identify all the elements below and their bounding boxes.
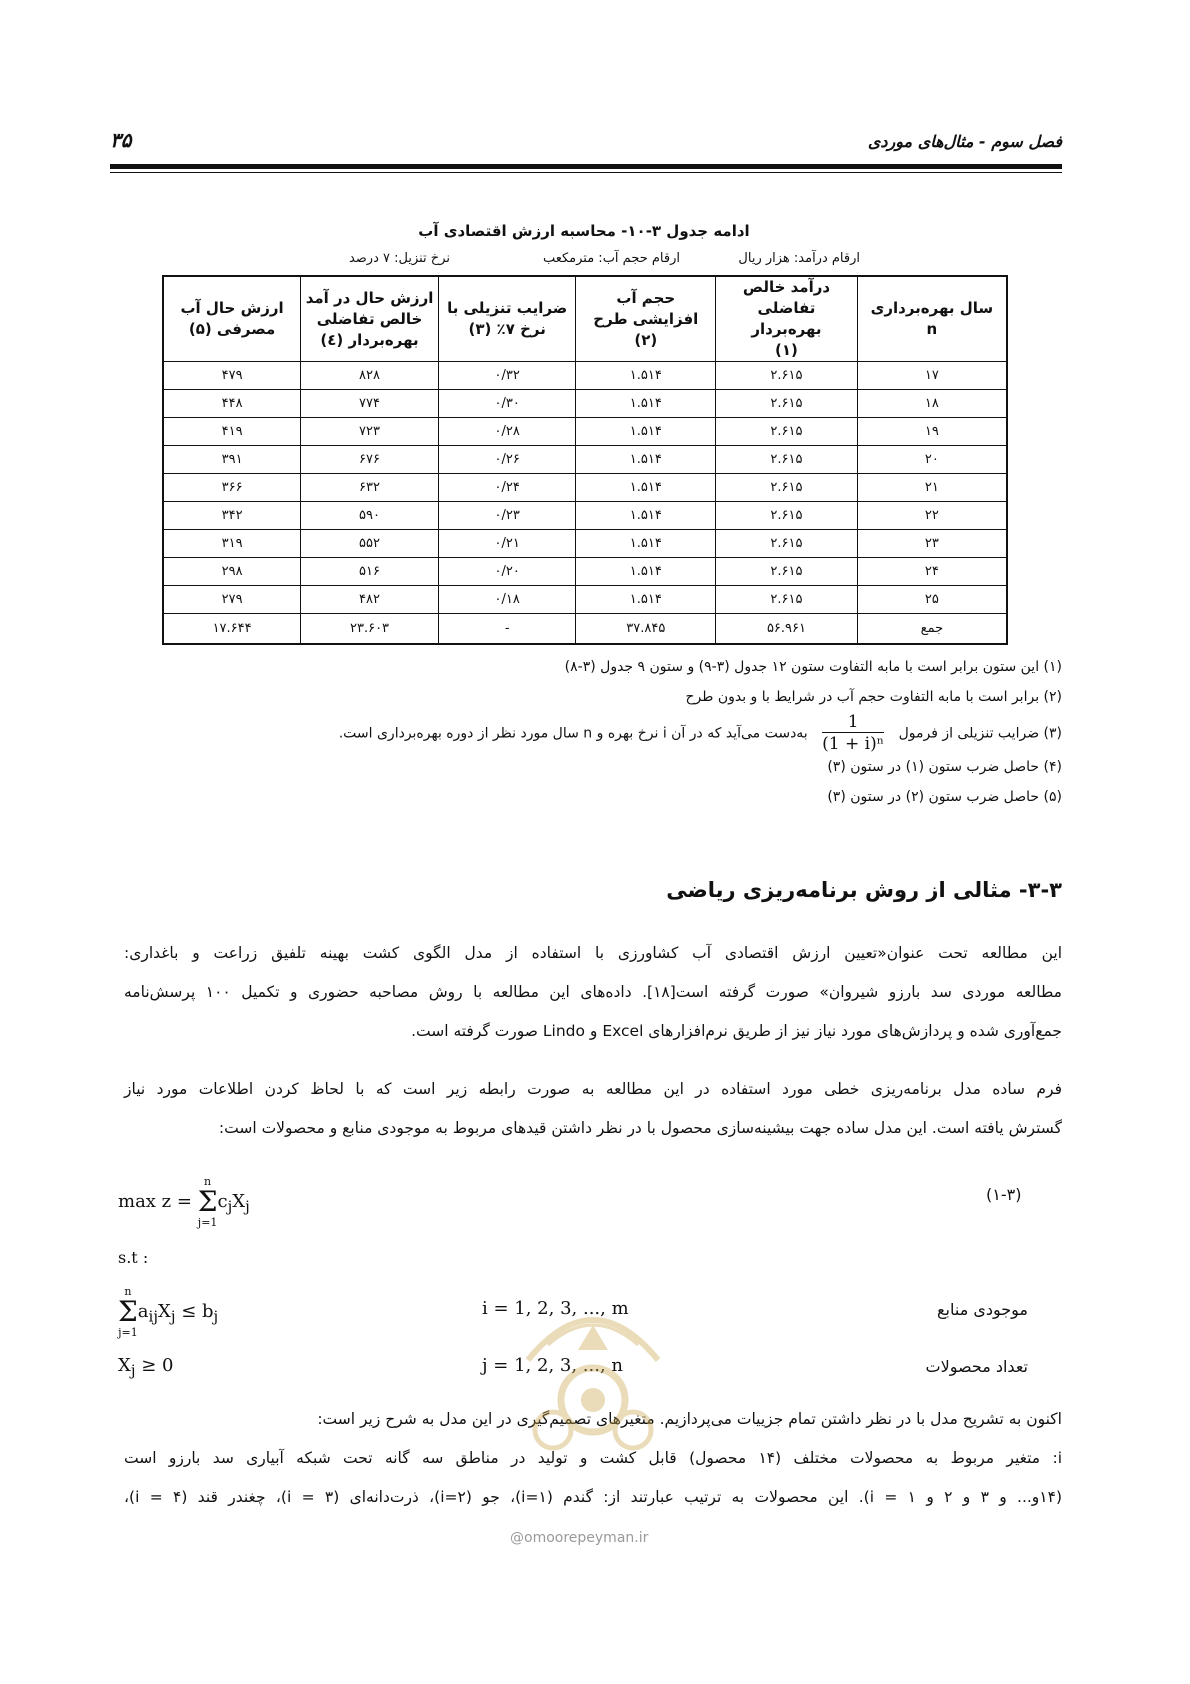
watermark-url: @omoorepeyman.ir [510,1530,649,1546]
cell-present-income: ۷۷۴ [301,390,439,418]
summation-symbol: n Σ j=1 [197,1175,218,1229]
formula-denominator: (1 + i)ⁿ [822,734,885,754]
header-present-water-value: ارزش حال آب مصرفی (۵) [163,276,301,362]
table-row [163,390,1007,418]
table-row [163,418,1007,446]
cell-total-net-income: ۵۶.۹۶۱ [716,614,858,645]
cell-water-volume: ۱.۵۱۴ [576,558,716,586]
cell-water-volume: ۱.۵۱۴ [576,502,716,530]
cell-net-income: ۲.۶۱۵ [716,446,858,474]
cell-water-volume: ۱.۵۱۴ [576,418,716,446]
objective-function: max z = n Σ j=1 $c_jX_j$ [118,1175,250,1229]
cell-year: ۲۱ [857,474,1007,502]
header-discount-factor: ضرایب تنزیلی با نرخ ۷٪ (۳) [438,276,576,362]
paragraph-line: فرم ساده مدل برنامه‌ریزی خطی مورد استفاده در این مطالعه به صورت رابطه زیر است که با لحاظ کردن اطلاعات مورد نیاز [124,1080,1062,1098]
cell-total-label: جمع [857,614,1007,645]
paragraph-line: (۱۴و... و ۳ و ۲ و ۱ = i). این محصولات به ترتیب عبارتند از: گندم (۱=i)، جو (۲=i)، ذرت‌دانه‌ای (۳ = i)، چغندر قند (۴ = i)، [124,1488,1063,1506]
cell-present-income: ۸۲۸ [301,362,439,390]
cell-present-water-value: ۳۱۹ [163,530,301,558]
cell-discount-factor: ۰/۲۳ [438,502,576,530]
cell-total-present-water-value: ۱۷.۶۴۴ [163,614,301,645]
cell-water-volume: ۱.۵۱۴ [576,474,716,502]
cell-total-water-volume: ۳۷.۸۴۵ [576,614,716,645]
cell-net-income: ۲.۶۱۵ [716,390,858,418]
note-2: (۲) برابر است با مابه التفاوت حجم آب در شرایط با و بدون طرح [685,689,1062,705]
note-4: (۴) حاصل ضرب ستون (۱) در ستون (۳) [827,759,1062,775]
cell-discount-factor: ۰/۱۸ [438,586,576,614]
cell-present-income: ۵۹۰ [301,502,439,530]
table-total-row [163,614,1007,645]
summation-symbol: n Σ j=1 [118,1285,138,1339]
cell-year: ۲۵ [857,586,1007,614]
table-row [163,446,1007,474]
header-year: سال بهره‌برداری n [857,276,1007,362]
table-row [163,362,1007,390]
nonnegativity-constraint: $X_j \ge 0$ [118,1355,174,1380]
cell-total-present-income: ۲۳.۶۰۳ [301,614,439,645]
watermark-logo [508,1290,678,1470]
paragraph-line: گسترش یافته است. این مدل ساده جهت بیشینه‌سازی محصول با در نظر داشتن قیدهای مربوط به موجودی منابع و محصولات است: [218,1119,1062,1137]
paragraph-model-intro [124,1070,1062,1148]
units-discount-rate: نرخ تنزیل: ۷ درصد [348,251,450,266]
note-3 [122,712,1062,752]
table-row [163,502,1007,530]
units-volume: ارقام حجم آب: مترمکعب [542,251,680,266]
cell-net-income: ۲.۶۱۵ [716,362,858,390]
cell-present-income: ۴۸۲ [301,586,439,614]
cell-water-volume: ۱.۵۱۴ [576,390,716,418]
cell-present-water-value: ۴۷۹ [163,362,301,390]
table-caption: ادامه جدول ۳-۱۰- محاسبه ارزش اقتصادی آب [418,222,750,240]
cell-net-income: ۲.۶۱۵ [716,418,858,446]
table-row [163,530,1007,558]
paragraph-line: اکنون به تشریح مدل با در نظر داشتن تمام جزییات می‌پردازیم. متغیرهای تصمیم‌گیری در این مدل به شرح زیر است: [317,1410,1062,1428]
header-net-income: درآمد خالص تفاضلی بهره‌بردار (۱) [716,276,858,362]
paragraph-line: i: متغیر مربوط به محصولات مختلف (۱۴ محصول) قابل کشت و تولید در مناطق سه گانه تحت شبکه آبیاری سد بارزو است [124,1449,1062,1467]
cell-year: ۲۳ [857,530,1007,558]
cell-discount-factor: ۰/۳۰ [438,390,576,418]
section-heading: ۳-۳- مثالی از روش برنامه‌ریزی ریاضی [666,878,1062,902]
resource-constraint-index: i = 1, 2, 3, ..., m [482,1298,629,1319]
cell-year: ۱۸ [857,390,1007,418]
cell-water-volume: ۱.۵۱۴ [576,586,716,614]
nonnegativity-index: j = 1, 2, 3, ..., n [482,1355,623,1376]
header-water-volume: حجم آب افزایشی طرح (۲) [576,276,716,362]
cell-water-volume: ۱.۵۱۴ [576,530,716,558]
running-head [110,128,1062,158]
resource-constraint: n Σ j=1 $a_{ij}X_j \le b_j$ [118,1285,219,1339]
note-3-text-after: به‌دست می‌آید که در آن i نرخ بهره و n سال مورد نظر از دوره بهره‌برداری است. [338,725,808,742]
cell-present-income: ۷۲۳ [301,418,439,446]
cell-discount-factor: ۰/۳۲ [438,362,576,390]
units-income: ارقام درآمد: هزار ریال [738,251,860,266]
cell-year: ۱۹ [857,418,1007,446]
cell-present-water-value: ۳۶۶ [163,474,301,502]
table-row [163,586,1007,614]
cell-present-water-value: ۴۱۹ [163,418,301,446]
cell-present-water-value: ۲۷۹ [163,586,301,614]
cell-discount-factor: ۰/۲۰ [438,558,576,586]
discount-formula [822,712,884,755]
table-row [163,558,1007,586]
cell-discount-factor: ۰/۲۱ [438,530,576,558]
cell-present-income: ۵۱۶ [301,558,439,586]
cell-water-volume: ۱.۵۱۴ [576,362,716,390]
cell-present-income: ۶۷۶ [301,446,439,474]
table-notes [122,652,1062,812]
cell-present-water-value: ۳۴۲ [163,502,301,530]
cell-year: ۲۲ [857,502,1007,530]
table-units-line [300,251,860,271]
cell-present-water-value: ۲۹۸ [163,558,301,586]
note-3-text-before: (۳) ضرایب تنزیلی از فرمول [898,725,1062,742]
subject-to-label: s.t : [118,1248,149,1267]
cell-present-water-value: ۳۹۱ [163,446,301,474]
cell-water-volume: ۱.۵۱۴ [576,446,716,474]
formula-numerator: 1 [822,712,884,733]
header-rule-thin [110,172,1062,173]
table-row [163,474,1007,502]
cell-net-income: ۲.۶۱۵ [716,586,858,614]
cell-net-income: ۲.۶۱۵ [716,474,858,502]
cell-discount-factor: ۰/۲۶ [438,446,576,474]
cell-year: ۱۷ [857,362,1007,390]
equation-number: (۱-۳) [986,1185,1022,1204]
paragraph-line: این مطالعه تحت عنوان«تعیین ارزش اقتصادی آب کشاورزی با استفاده از مدل الگوی کشت بهینه تلفیق زراعت و باغداری: [124,944,1062,962]
cell-total-discount-factor: - [438,614,576,645]
nonnegativity-label: تعداد محصولات [925,1357,1028,1376]
header-rule-thick [110,164,1062,169]
cell-net-income: ۲.۶۱۵ [716,530,858,558]
header-present-income: ارزش حال در آمد خالص تفاضلی بهره‌بردار (٤) [301,276,439,362]
note-5: (۵) حاصل ضرب ستون (۲) در ستون (۳) [827,789,1062,805]
cell-present-water-value: ۴۴۸ [163,390,301,418]
paragraph-line: جمع‌آوری شده و پردازش‌های مورد نیاز نیز از طریق نرم‌افزارهای Excel و Lindo صورت گرفته است. [411,1022,1062,1040]
cell-discount-factor: ۰/۲۴ [438,474,576,502]
page-number: ۳۵ [110,128,132,152]
economic-value-table [162,275,1008,645]
paragraph-study-intro [124,934,1062,1051]
cell-present-income: ۵۵۲ [301,530,439,558]
chapter-title: فصل سوم - مثال‌های موردی [867,132,1062,151]
cell-net-income: ۲.۶۱۵ [716,502,858,530]
cell-net-income: ۲.۶۱۵ [716,558,858,586]
resource-constraint-label: موجودی منابع [937,1300,1028,1319]
cell-discount-factor: ۰/۲۸ [438,418,576,446]
cell-year: ۲۰ [857,446,1007,474]
cell-present-income: ۶۳۲ [301,474,439,502]
paragraph-line: مطالعه موردی سد بارزو شیروان» صورت گرفته است[۱۸]. داده‌های این مطالعه با روش مصاحبه حضوری و تکمیل ۱۰۰ پرسش‌نامه [124,983,1062,1001]
note-1: (۱) این ستون برابر است با مابه التفاوت ستون ۱۲ جدول (۳-۹) و ستون ۹ جدول (۳-۸) [564,659,1062,675]
table-header-row [163,276,1007,362]
cell-year: ۲۴ [857,558,1007,586]
